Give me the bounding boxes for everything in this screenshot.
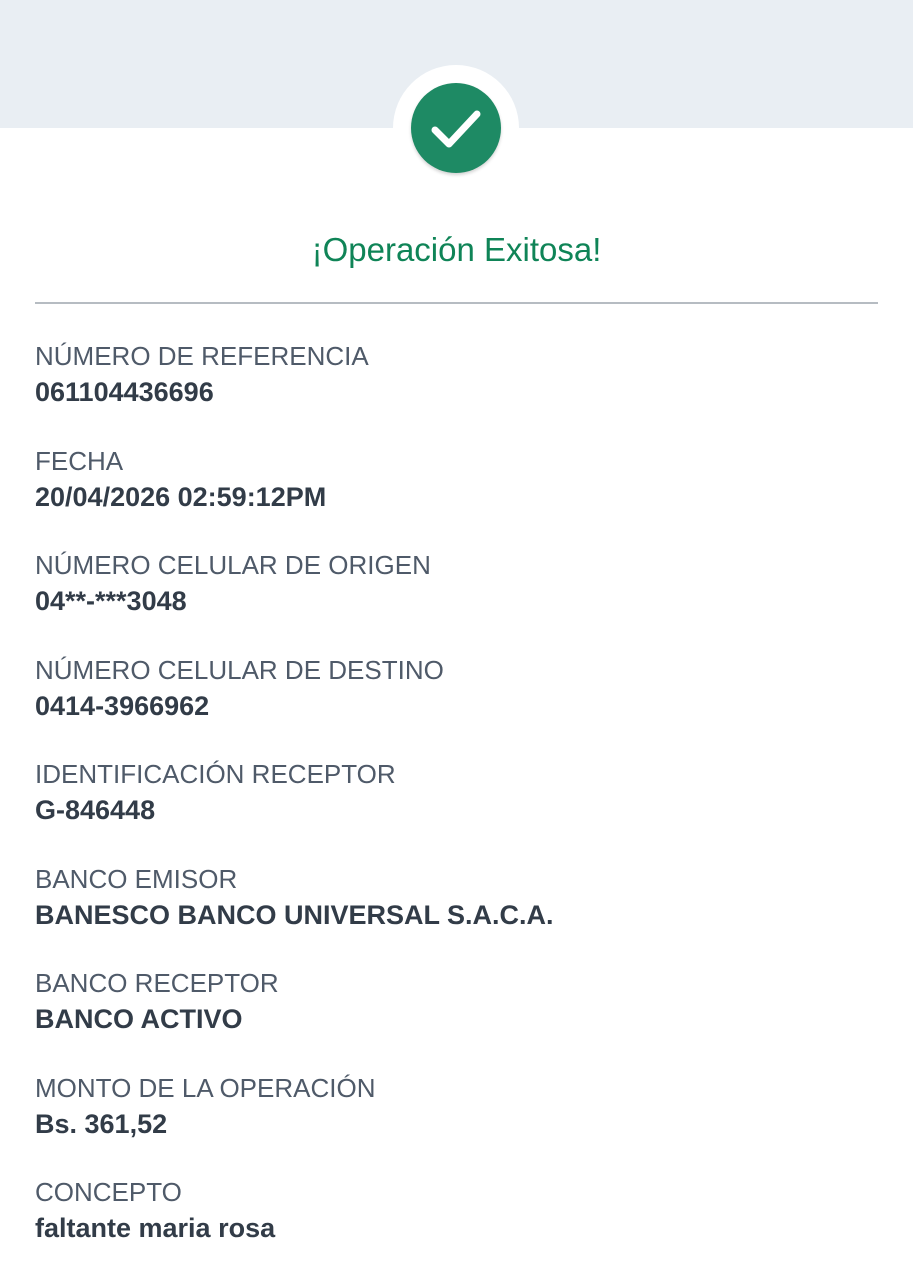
field-destination-phone: [35, 652, 878, 757]
field-label: IDENTIFICACIÓN RECEPTOR: [35, 759, 396, 789]
status-title: ¡Operación Exitosa!: [311, 231, 602, 268]
field-date: [35, 443, 878, 548]
field-receiver-id: [35, 756, 878, 861]
field-label: FECHA: [35, 445, 124, 476]
field-value: BANCO ACTIVO: [35, 1004, 243, 1034]
divider: [35, 302, 878, 304]
field-concept: [35, 1174, 878, 1279]
field-label: NÚMERO CELULAR DE ORIGEN: [35, 550, 431, 580]
field-amount: [35, 1070, 878, 1175]
field-label: BANCO RECEPTOR: [35, 968, 279, 998]
field-label: NÚMERO DE REFERENCIA: [35, 341, 369, 371]
field-value: 061104436696: [35, 377, 214, 407]
field-receiving-bank: [35, 965, 878, 1070]
field-label: BANCO EMISOR: [35, 863, 238, 894]
field-origin-phone: [35, 547, 878, 652]
field-value: 20/04/2026 02:59:12PM: [35, 481, 327, 512]
field-label: NÚMERO CELULAR DE DESTINO: [35, 654, 444, 685]
field-value: 04**-***3048: [35, 586, 187, 616]
field-issuing-bank: [35, 861, 878, 966]
field-value: G-846448: [35, 795, 156, 825]
check-icon: [411, 83, 501, 173]
field-value: Bs. 361,52: [35, 1108, 168, 1139]
field-label: MONTO DE LA OPERACIÓN: [35, 1072, 376, 1103]
details-list: [35, 338, 878, 1279]
field-value: faltante maria rosa: [35, 1213, 276, 1243]
field-value: 0414-3966962: [35, 690, 210, 721]
field-label: CONCEPTO: [35, 1177, 182, 1207]
field-value: BANESCO BANCO UNIVERSAL S.A.C.A.: [35, 899, 554, 930]
field-reference: [35, 338, 878, 443]
success-badge: [411, 83, 501, 173]
